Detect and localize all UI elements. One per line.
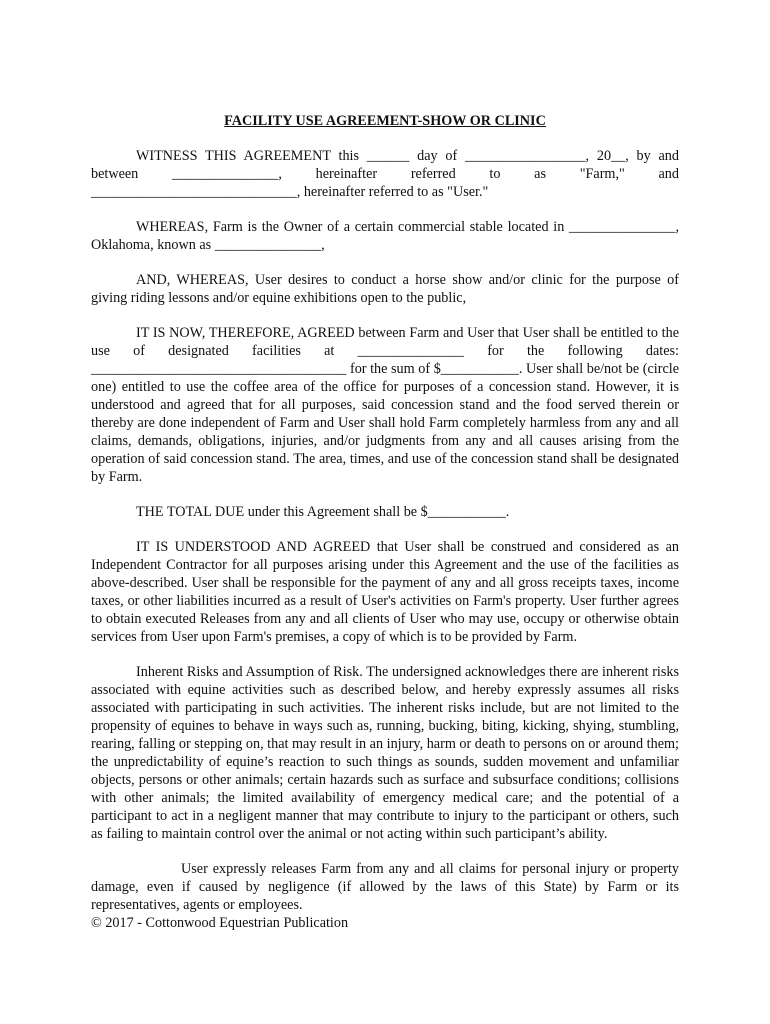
total-due-paragraph: THE TOTAL DUE under this Agreement shall be $___________. xyxy=(136,504,510,520)
inherent-risks-paragraph: Inherent Risks and Assumption of Risk. The undersigned acknowledges there are inherent risks associated with equine activities such as described below, and hereby expressly assumes all risks associated with participating in such activities. The inherent risks include, but are not limited to the propensity of equines to behave in ways such as, running, bucking, biting, kicking, shying, stumbling, rearing, falling or stepping on, that may result in an injury, harm or death to persons on or around them; the unpredictability of equine’s reaction to such things as sounds, sudden movement and unfamiliar objects, persons or other animals; certain hazards such as surface and subsurface conditions; collisions with other animals; the limited availability of emergency medical care; and the potential of a participant to act in a negligent manner that may contribute to injury to the participant or others, such as failing to maintain control over the animal or not acting within such participant’s ability. xyxy=(91,664,679,842)
whereas-user-paragraph: AND, WHEREAS, User desires to conduct a horse show and/or clinic for the purpose of giving riding lessons and/or equine exhibitions open to the public, xyxy=(91,272,679,306)
whereas-owner-paragraph: WHEREAS, Farm is the Owner of a certain commercial stable located in _______________, Oklahoma, known as _______________, xyxy=(91,219,679,253)
document-title: FACILITY USE AGREEMENT-SHOW OR CLINIC xyxy=(224,113,546,129)
independent-contractor-paragraph: IT IS UNDERSTOOD AND AGREED that User shall be construed and considered as an Independent Contractor for all purposes arising under this Agreement and the use of the facilities as above-described. User shall be responsible for the payment of any and all gross receipts taxes, income taxes, or other liabilities incurred as a result of User's activities on Farm's property. User further agrees to obtain executed Releases from any and all clients of User who may use, occupy or otherwise obtain services from User upon Farm's premises, a copy of which is to be provided by Farm. xyxy=(91,539,679,645)
release-paragraph: User expressly releases Farm from any and all claims for personal injury or property damage, even if caused by negligence (if allowed by the laws of this State) by Farm or its representatives, agents or employees. xyxy=(91,861,679,913)
agreed-facilities-paragraph: IT IS NOW, THEREFORE, AGREED between Farm and User that User shall be entitled to the use of designated facilities at _______________ for the following dates: ____________________________________ for the sum of $___________. User shall be/not be (circle one) entitled to use the coffee area of the office for purposes of a concession stand. However, it is understood and agreed that for all purposes, said concession stand and the food served therein or thereby are done independent of Farm and User shall hold Farm completely harmless from any and all claims, demands, obligations, injuries, and/or judgments from any and all causes arising from the operation of said concession stand. The area, times, and use of the concession stand shall be designated by Farm. xyxy=(91,325,679,485)
document-page xyxy=(91,112,679,932)
copyright-footer: © 2017 - Cottonwood Equestrian Publication xyxy=(91,915,349,931)
witness-paragraph: WITNESS THIS AGREEMENT this ______ day of _________________, 20__, by and between _______________, hereinafter referred to as "Farm," and _____________________________, hereinafter referred to as "User." xyxy=(91,148,679,200)
